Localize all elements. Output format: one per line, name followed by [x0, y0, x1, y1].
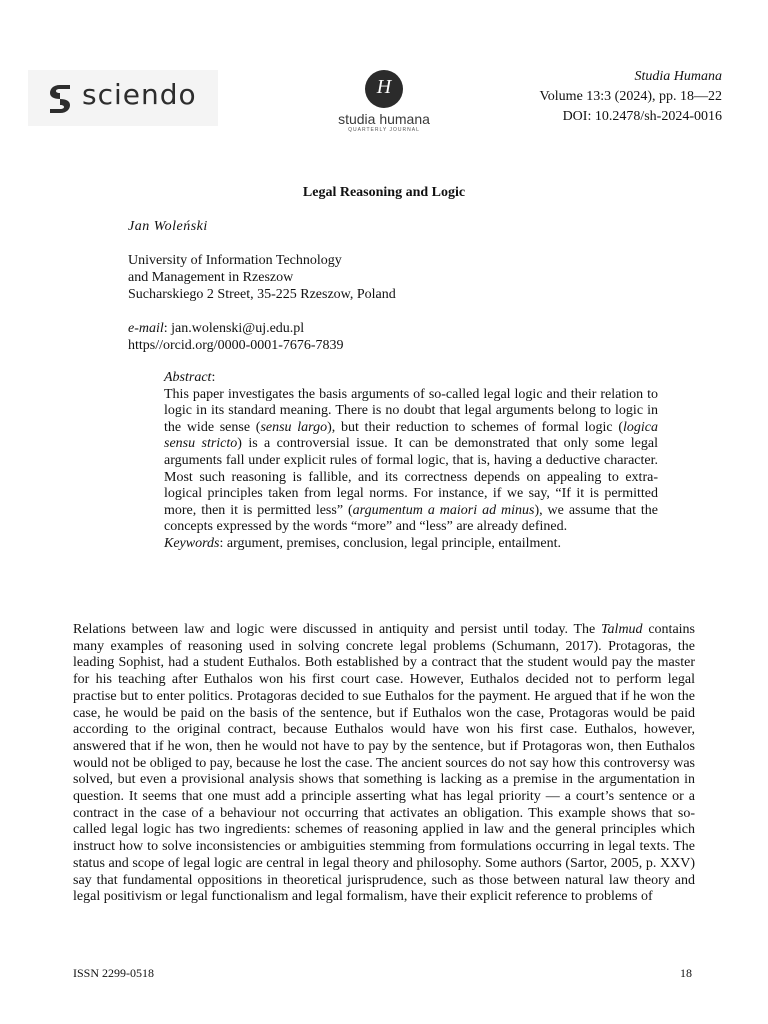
author-name: Jan Woleński: [128, 219, 208, 234]
affiliation-line: and Management in Rzeszow: [128, 270, 294, 285]
abstract-italic-term: sensu largo: [260, 419, 328, 435]
abstract-text: [164, 387, 658, 536]
keywords-line: [164, 536, 658, 553]
abstract-text-part: This paper investigates the basis arguments of so-called legal logic and their relation to logic in its standard meaning. There is no doubt that legal arguments belong to logic in the wide sense (: [164, 386, 658, 435]
body-paragraph: [73, 622, 695, 906]
journal-name: Studia Humana: [634, 69, 722, 84]
sciendo-logo: [28, 70, 218, 126]
studia-humana-logo: [330, 70, 438, 140]
paper-title: Legal Reasoning and Logic: [302, 185, 466, 200]
abstract-heading: [164, 370, 658, 387]
abstract-italic-term: argumentum a maiori ad minus: [352, 502, 535, 518]
volume-line: Volume 13:3 (2024), pp. 18—22: [539, 89, 722, 104]
footer-page-number: 18: [680, 966, 692, 980]
journal-emblem-icon: [365, 70, 403, 108]
sciendo-s-icon: [48, 83, 72, 115]
abstract-text-part: ), but their reduction to schemes of formal logic (: [327, 419, 623, 435]
email-line: [128, 320, 344, 337]
journal-info: [539, 67, 722, 127]
doi-line[interactable]: DOI: 10.2478/sh-2024-0016: [562, 109, 722, 124]
body-italic-term: Talmud: [601, 622, 643, 637]
abstract-label-colon: :: [211, 370, 216, 385]
abstract-italic-term: logica sensu stricto: [164, 419, 658, 452]
affiliation-line: University of Information Technology: [128, 253, 342, 268]
keywords-list: : argument, premises, conclusion, legal principle, entailment.: [219, 535, 561, 551]
body-text-part: Relations between law and logic were discussed in antiquity and persist until today. The: [73, 622, 602, 637]
sciendo-wordmark: sciendo: [82, 78, 197, 111]
keywords-label: Keywords: [164, 535, 220, 551]
abstract-label: Abstract: [164, 370, 212, 385]
journal-logo-name: studia humana: [338, 111, 430, 127]
affiliation: [128, 252, 396, 303]
orcid-link[interactable]: https//orcid.org/0000-0001-7676-7839: [128, 338, 344, 353]
affiliation-line: Sucharskiego 2 Street, 35-225 Rzeszow, Poland: [128, 287, 396, 302]
footer-issn: ISSN 2299-0518: [73, 966, 155, 980]
journal-emblem-letter: H: [376, 76, 392, 98]
abstract-text-part: ), we assume that the concepts expressed by the words “more” and “less” are already defined.: [164, 502, 659, 535]
email-address[interactable]: : jan.wolenski@uj.edu.pl: [163, 321, 305, 336]
journal-logo-subtitle: QUARTERLY JOURNAL: [348, 127, 420, 133]
email-label: e-mail: [128, 321, 164, 336]
contact-info: [128, 320, 344, 354]
abstract-text-part: ) is a controversial issue. It can be demonstrated that only some legal arguments fall under explicit rules of formal logic, that is, having a deductive character. Most such reasoning is fallible, and its correctness depends on appealing to extra-logical principles taken from legal norms. For instance, if we say, “If it is permitted more, then it is permitted less” (: [164, 436, 658, 518]
body-text-part: contains many examples of reasoning used in solving concrete legal problems (Schumann, 2017). Protagoras, the leading Sophist, had a student Euthalos. Both established by a contract that the student would pay the master for his teaching after Euthalos won his first court case. However, Euthalos decided not to perform legal practise but to enter politics. Protagoras decided to sue Euthalos for the payment. He argued that if he won the case, he would be paid on the basis of the sentence, but if Euthalos won the case, Protagoras would be paid according to the original contract, because Euthalos would have won his first case. Euthalos, however, answered that if he won, then he would not have to pay by the sentence, but if Protagoras won, then Euthalos would not be obliged to pay, because he lost the case. The ancient sources do not say how this controversy was solved, but even a provisional analysis shows that something is lacking as a premise in the argumentation in question. It seems that one must add a principle asserting what has legal priority — a court’s sentence or a contract in the case of a behaviour not occurring that activates an obligation. This example shows that so-called legal logic has two ingredients: schemes of reasoning applied in law and the general principles which instruct how to solve inconsistencies or ambiguities stemming from formulations occurring in legal texts. The status and scope of legal logic are central in legal theory and philosophy. Some authors (Sartor, 2005, p. XXV) say that fundamental oppositions in theoretical jurisprudence, such as those between natural law theory and legal positivism or legal functionalism and legal formalism, have their explicit reference to problems of: [73, 622, 695, 905]
abstract-section: [164, 370, 658, 553]
